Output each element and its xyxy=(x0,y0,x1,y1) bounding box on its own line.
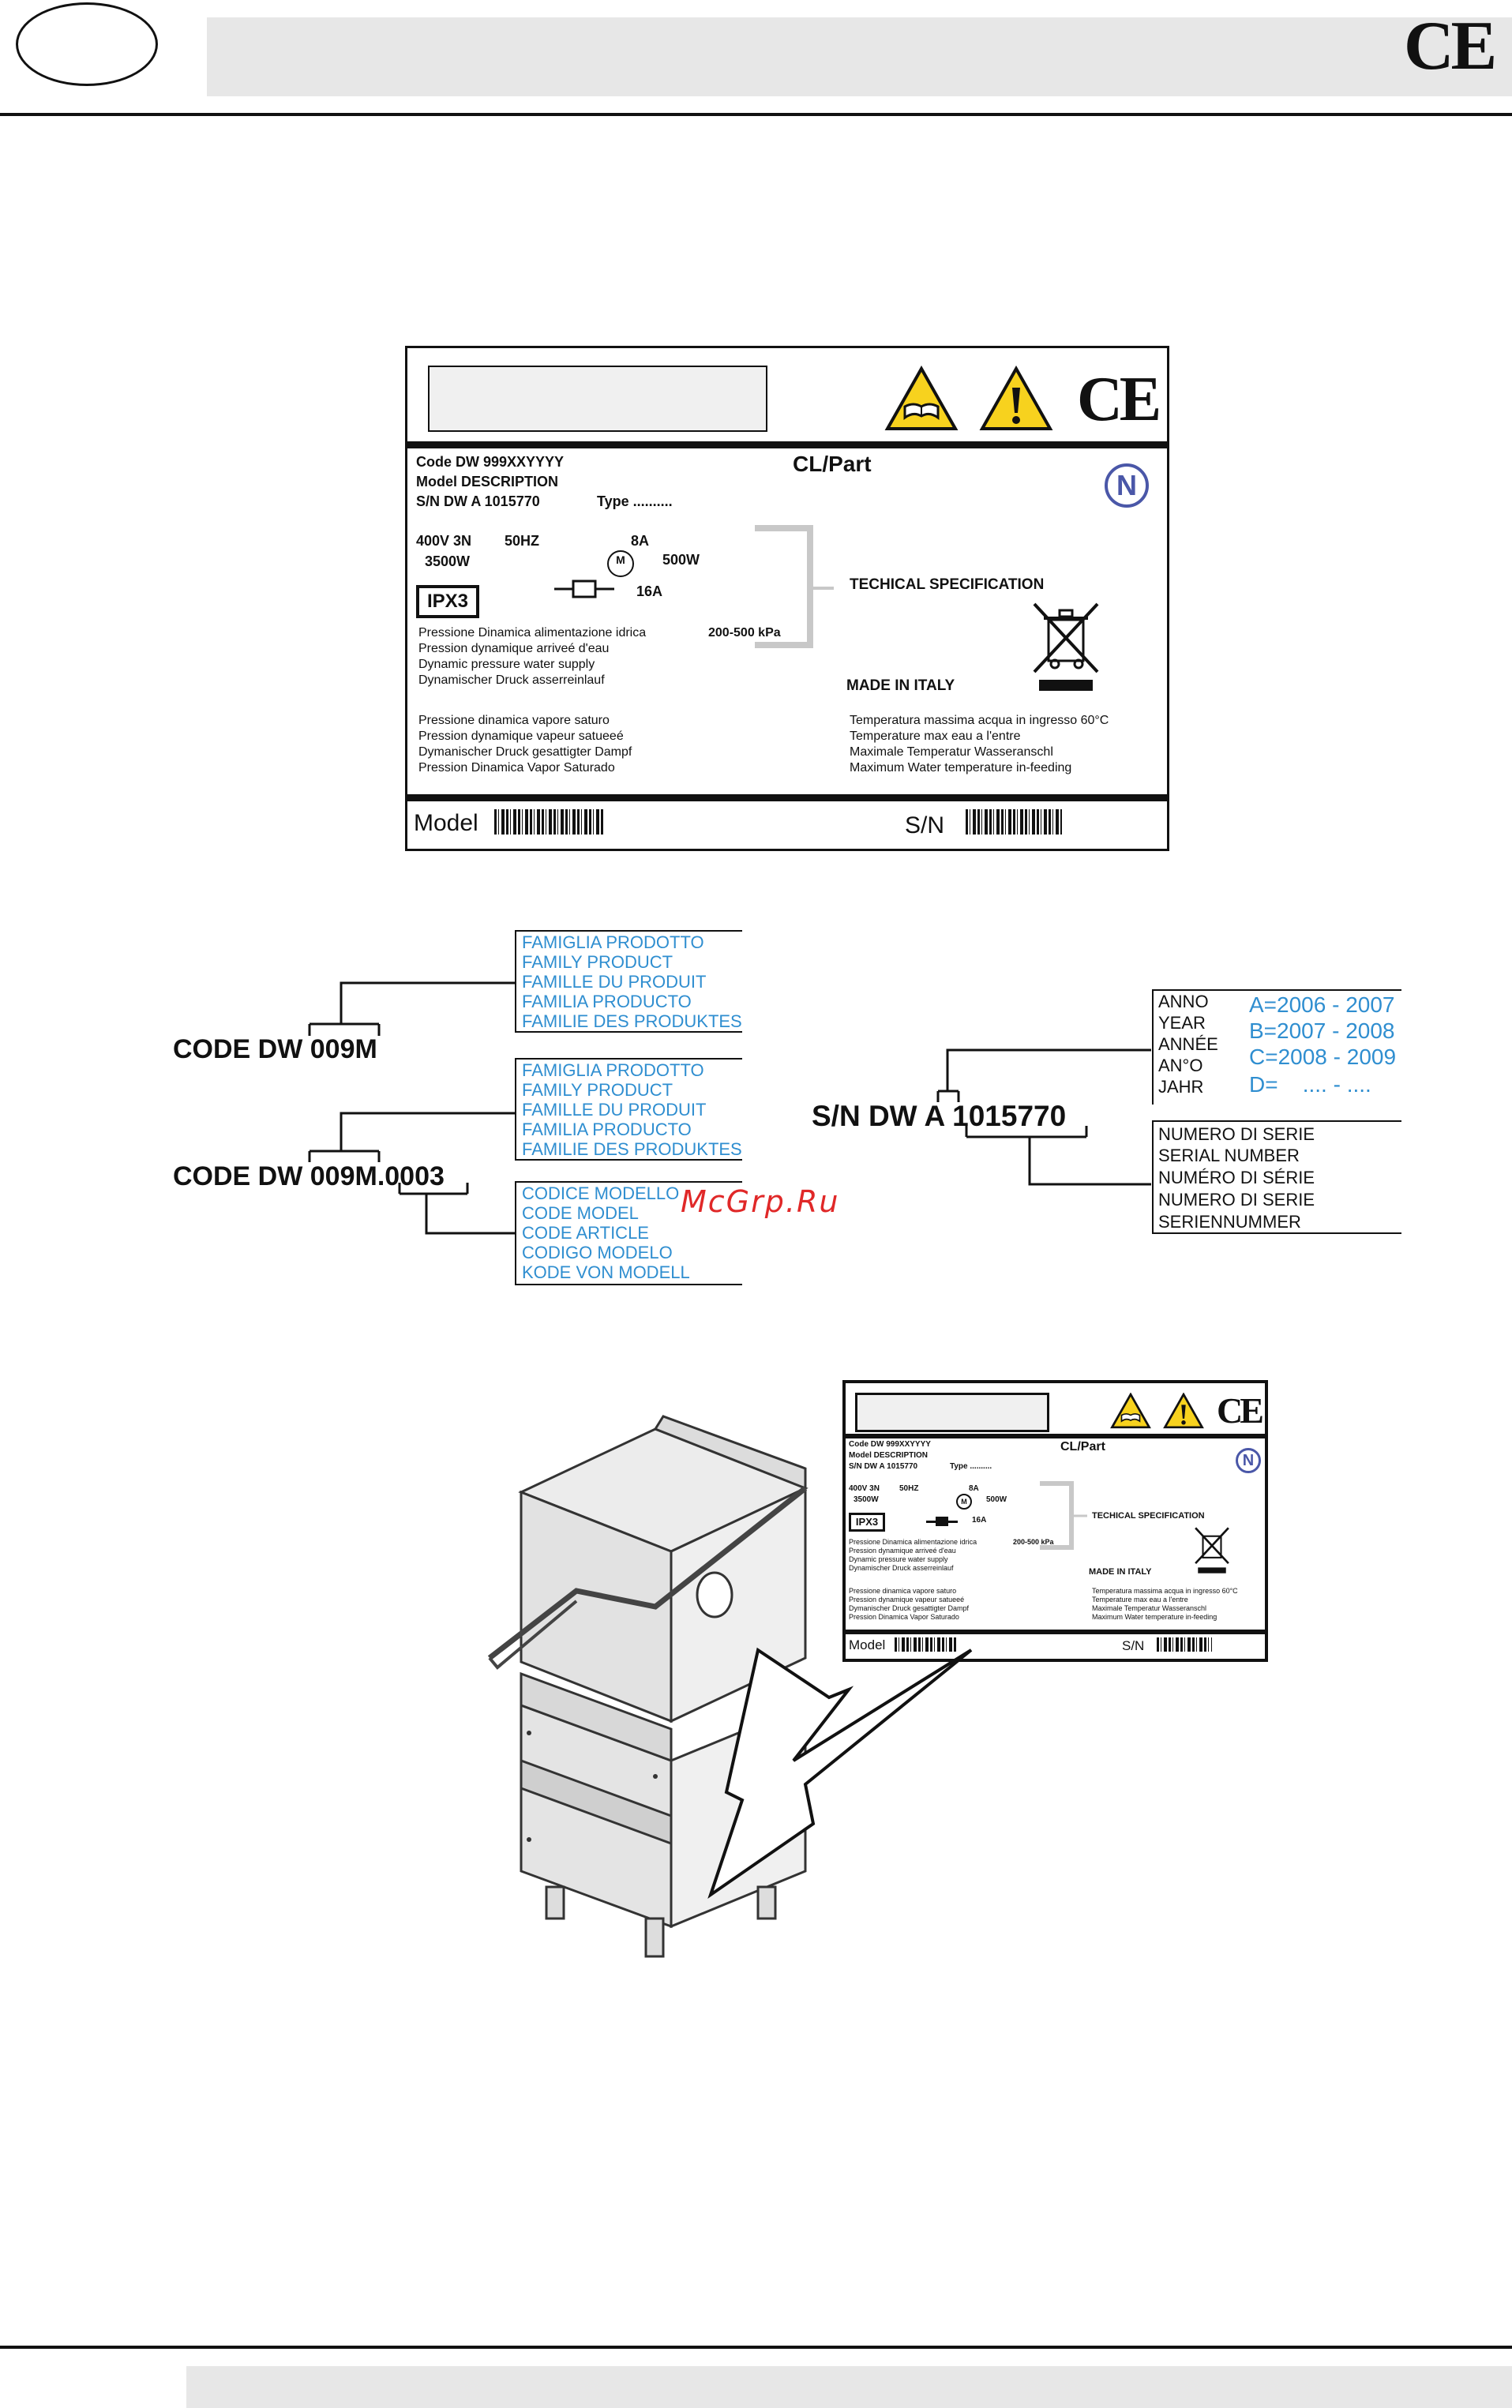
plate-footer-sn: S/N xyxy=(905,812,945,838)
steam-line-1: Pressione dinamica vapore saturo xyxy=(418,714,610,727)
steam-line-3: Dymanischer Druck gesattigter Dampf xyxy=(418,745,632,759)
exclamation-warning-icon xyxy=(979,366,1053,432)
model-label-1: CODICE MODELLO xyxy=(522,1183,680,1203)
plate-ce-mark: CE xyxy=(1077,365,1159,434)
pressure-value: 200-500 kPa xyxy=(708,626,781,640)
small-steam-line-2: Pression dynamique vapeur satueeé xyxy=(849,1596,965,1603)
steam-line-2: Pression dynamique vapeur satueeé xyxy=(418,730,624,743)
header-oval xyxy=(16,2,158,86)
small-pressure-line-4: Dynamischer Druck asserreinlauf xyxy=(849,1564,954,1572)
ipx-label: IPX3 xyxy=(426,591,469,612)
plate-power-3500: 3500W xyxy=(425,553,471,569)
small-steam-line-3: Dymanischer Druck gesattigter Dampf xyxy=(849,1604,970,1612)
small-sn-barcode xyxy=(1157,1637,1212,1652)
plate-model-line: Model DESCRIPTION xyxy=(416,474,559,489)
small-ipx-box xyxy=(849,1513,885,1532)
year-value-2: B=2007 - 2008 xyxy=(1249,1018,1395,1043)
small-tech-spec-label: TECHICAL SPECIFICATION xyxy=(1092,1511,1205,1521)
header-rule xyxy=(0,113,1512,116)
plate-sn-line: S/N DW A 1015770 xyxy=(416,493,540,509)
ipx-box xyxy=(416,585,479,618)
small-ipx-label: IPX3 xyxy=(855,1516,879,1528)
year-label-5: JAHR xyxy=(1158,1077,1204,1097)
motor-label: M xyxy=(616,553,625,566)
temp-line-3: Maximale Temperatur Wasseranschl xyxy=(850,745,1053,759)
plate-top-rule xyxy=(407,441,1167,448)
small-footer-sn: S/N xyxy=(1122,1638,1145,1653)
small-spec-bracket xyxy=(1040,1481,1095,1552)
small-fuse-body xyxy=(936,1517,948,1526)
family-2-label-1: FAMIGLIA PRODOTTO xyxy=(522,1060,704,1080)
temp-line-2: Temperature max eau a l'entre xyxy=(850,730,1021,743)
year-label-2: YEAR xyxy=(1158,1013,1206,1033)
family-1-label-5: FAMILIE DES PRODUKTES xyxy=(522,1011,742,1031)
model-label-3: CODE ARTICLE xyxy=(522,1223,649,1243)
small-code-line: Code DW 999XXYYYY xyxy=(849,1440,931,1449)
year-value-4: D= .... - .... xyxy=(1249,1072,1371,1097)
family-2-label-4: FAMILIA PRODUCTO xyxy=(522,1120,692,1139)
small-power-3500: 3500W xyxy=(854,1495,879,1504)
footer-rule xyxy=(0,2346,1512,2349)
n-mark-icon xyxy=(1105,463,1149,508)
plate-type-line: Type .......... xyxy=(597,493,673,509)
small-made-in-italy: MADE IN ITALY xyxy=(1089,1567,1152,1577)
small-frequency: 50HZ xyxy=(899,1484,919,1493)
family-1-label-2: FAMILY PRODUCT xyxy=(522,952,673,972)
plate-frequency: 50HZ xyxy=(505,533,540,549)
small-steam-line-1: Pressione dinamica vapore saturo xyxy=(849,1587,957,1595)
pressure-line-3: Dynamic pressure water supply xyxy=(418,658,595,671)
small-temp-line-2: Temperature max eau a l'entre xyxy=(1092,1596,1188,1603)
small-type-line: Type .......... xyxy=(950,1462,992,1471)
temp-line-1: Temperatura massima acqua in ingresso 60°C xyxy=(850,714,1109,727)
sn-barcode xyxy=(966,809,1062,835)
n-mark-label: N xyxy=(1116,469,1137,501)
small-temp-line-4: Maximum Water temperature in-feeding xyxy=(1092,1613,1217,1621)
plate-footer-model: Model xyxy=(414,810,478,836)
small-current-8a: 8A xyxy=(969,1484,979,1493)
small-plate-ce-mark: CE xyxy=(1217,1390,1261,1431)
small-plate-blank-field xyxy=(855,1393,1049,1432)
small-steam-line-4: Pression Dinamica Vapor Saturado xyxy=(849,1613,959,1621)
family-2-label-3: FAMILLE DU PRODUIT xyxy=(522,1100,707,1120)
small-temp-line-3: Maximale Temperatur Wasseranschl xyxy=(1092,1604,1207,1612)
pressure-line-1: Pressione Dinamica alimentazione idrica xyxy=(418,626,647,640)
plate-code-line: Code DW 999XXYYYY xyxy=(416,454,565,470)
code-example-1: CODE DW 009M xyxy=(173,1034,377,1064)
footer-bar xyxy=(186,2366,1512,2408)
small-pressure-value: 200-500 kPa xyxy=(1013,1538,1054,1546)
small-motor-icon xyxy=(956,1494,972,1510)
small-plate-title: CL/Part xyxy=(1060,1440,1105,1453)
made-in-italy: MADE IN ITALY xyxy=(846,677,955,694)
pressure-line-4: Dynamischer Druck asserreinlauf xyxy=(418,673,605,687)
year-label-4: AN°O xyxy=(1158,1056,1203,1075)
plate-voltage: 400V 3N xyxy=(416,533,472,549)
model-label-5: KODE VON MODELL xyxy=(522,1262,690,1282)
serial-label-1: NUMERO DI SERIE xyxy=(1158,1124,1315,1144)
small-manual-warning-icon xyxy=(1110,1393,1151,1429)
year-label-1: ANNO xyxy=(1158,992,1209,1011)
header-bar xyxy=(207,17,1512,96)
small-pressure-line-2: Pression dynamique arriveé d'eau xyxy=(849,1547,956,1555)
year-value-3: C=2008 - 2009 xyxy=(1249,1045,1397,1069)
model-label-4: CODIGO MODELO xyxy=(522,1243,673,1262)
small-pressure-line-1: Pressione Dinamica alimentazione idrica xyxy=(849,1538,977,1546)
plate-power-500: 500W xyxy=(662,552,700,568)
family-1-label-1: FAMIGLIA PRODOTTO xyxy=(522,932,704,952)
small-sn-line: S/N DW A 1015770 xyxy=(849,1462,918,1471)
small-motor-label: M xyxy=(961,1498,967,1506)
model-barcode xyxy=(494,809,605,835)
motor-icon xyxy=(607,550,634,577)
code-connector-lines xyxy=(300,979,529,1247)
small-n-mark-icon xyxy=(1236,1448,1261,1473)
plate-fuse-16a: 16A xyxy=(636,583,663,599)
plate-blank-field xyxy=(428,366,767,432)
plate-title: CL/Part xyxy=(793,452,872,476)
manual-warning-icon xyxy=(884,366,959,432)
plate-current-8a: 8A xyxy=(631,533,650,549)
temp-line-4: Maximum Water temperature in-feeding xyxy=(850,761,1072,775)
small-n-mark-label: N xyxy=(1242,1452,1255,1469)
serial-label-2: SERIAL NUMBER xyxy=(1158,1146,1300,1165)
small-model-line: Model DESCRIPTION xyxy=(849,1451,929,1460)
small-voltage: 400V 3N xyxy=(849,1484,880,1493)
serial-label-5: SERIENNUMMER xyxy=(1158,1212,1301,1232)
pressure-line-2: Pression dynamique arriveé d'eau xyxy=(418,642,610,655)
family-2-label-5: FAMILIE DES PRODUKTES xyxy=(522,1139,742,1159)
watermark: McGrp.Ru xyxy=(681,1184,840,1219)
year-value-1: A=2006 - 2007 xyxy=(1249,992,1395,1017)
serial-label-3: NUMÉRO DI SÉRIE xyxy=(1158,1168,1315,1187)
small-power-500: 500W xyxy=(986,1495,1007,1504)
small-weee-bin-icon xyxy=(1193,1525,1231,1576)
small-plate-top-rule xyxy=(846,1434,1265,1438)
model-label-2: CODE MODEL xyxy=(522,1203,639,1223)
small-footer-model: Model xyxy=(849,1637,886,1652)
header-ce-mark: CE xyxy=(1404,8,1495,84)
serial-label-4: NUMERO DI SERIE xyxy=(1158,1190,1315,1210)
plate-bottom-rule xyxy=(407,794,1167,801)
small-temp-line-1: Temperatura massima acqua in ingresso 60°C xyxy=(1092,1587,1238,1595)
weee-bin-icon xyxy=(1030,599,1102,696)
small-exclamation-warning-icon xyxy=(1163,1393,1204,1429)
small-pressure-line-3: Dynamic pressure water supply xyxy=(849,1555,948,1563)
tech-spec-label: TECHICAL SPECIFICATION xyxy=(850,576,1045,593)
family-1-label-3: FAMILLE DU PRODUIT xyxy=(522,972,707,992)
small-fuse-16a: 16A xyxy=(972,1516,987,1525)
code-example-2: CODE DW 009M.0003 xyxy=(173,1161,445,1191)
rating-plate xyxy=(405,346,1169,851)
family-2-label-2: FAMILY PRODUCT xyxy=(522,1080,673,1100)
steam-line-4: Pression Dinamica Vapor Saturado xyxy=(418,761,615,775)
fuse-icon xyxy=(554,577,614,601)
pointer-arrow xyxy=(695,1618,979,1919)
sn-example: S/N DW A 1015770 xyxy=(812,1100,1067,1132)
year-label-3: ANNÉE xyxy=(1158,1034,1218,1054)
family-1-label-4: FAMILIA PRODUCTO xyxy=(522,992,692,1011)
